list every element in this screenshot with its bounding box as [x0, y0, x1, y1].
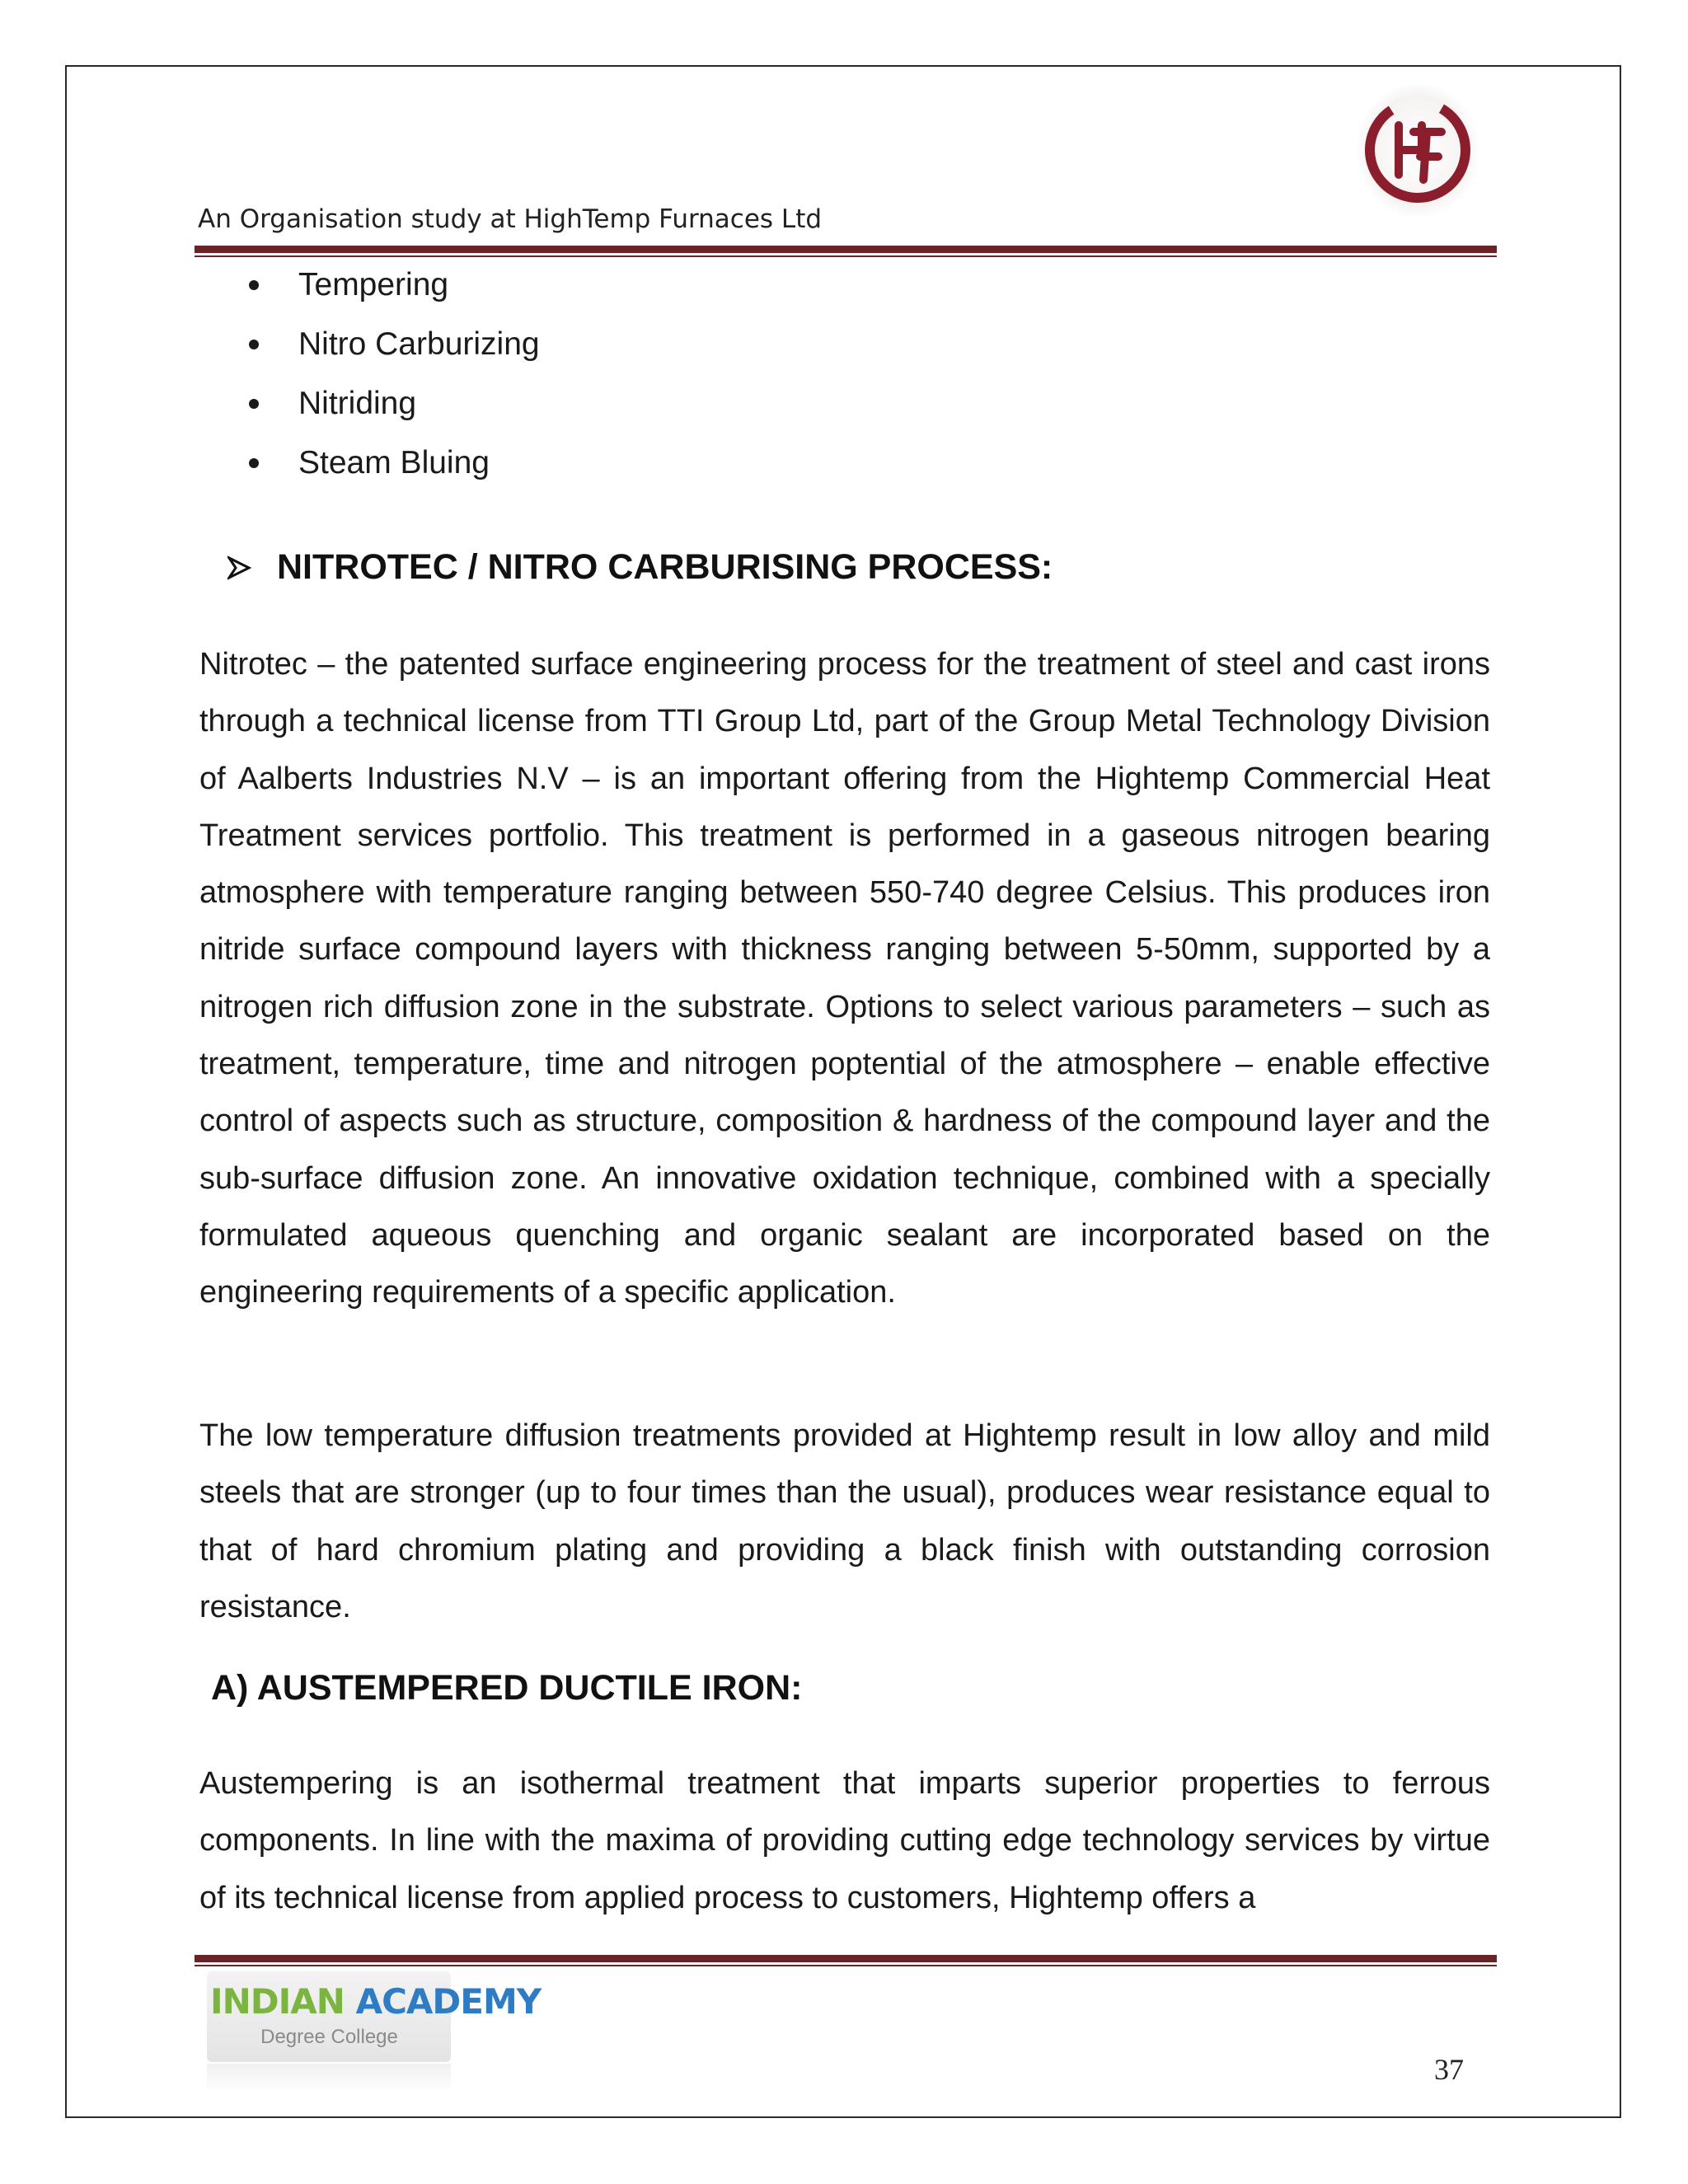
- arrow-bullet-icon: [227, 555, 252, 580]
- list-item: Tempering: [198, 255, 540, 315]
- section-heading: NITROTEC / NITRO CARBURISING PROCESS:: [227, 547, 1053, 588]
- list-item: Nitriding: [198, 374, 540, 434]
- footer-rule: [195, 1955, 1497, 1966]
- logo-word-academy: ACADEMY: [355, 1981, 542, 2022]
- bullet-dot-icon: [249, 458, 259, 468]
- htf-logo-icon: [1356, 82, 1479, 218]
- paragraph-diffusion: The low temperature diffusion treatments provided at Hightemp result in low alloy and mild steels that are stronger (up to four times than the usual), produces wear resistance equal to that of hard chromium plating and providing a black finish with outstanding corrosion resistance.: [199, 1418, 1490, 1624]
- bullet-dot-icon: [249, 399, 259, 409]
- sub-heading: A) AUSTEMPERED DUCTILE IRON:: [211, 1668, 803, 1708]
- bullet-list: [198, 255, 540, 493]
- list-item: Nitro Carburizing: [198, 315, 540, 374]
- page-number: 37: [1434, 2053, 1464, 2086]
- bullet-dot-icon: [249, 280, 259, 290]
- logo-word-indian: INDIAN: [210, 1981, 345, 2022]
- paragraph-nitrotec: Nitrotec – the patented surface engineering process for the treatment of steel and cast irons through a technical license from TTI Group Ltd, part of the Group Metal Technology Division of Aalberts Industries N.V – is an important offering from the Hightemp Commercial Heat Treatment services portfolio. This treatment is performed in a gaseous nitrogen bearing atmosphere with temperature ranging between 550-740 degree Celsius. This produces iron nitride surface compound layers with thickness ranging between 5-50mm, supported by a nitrogen rich diffusion zone in the substrate. Options to select various parameters – such as treatment, temperature, time and nitrogen poptential of the atmosphere – enable effective control of aspects such as structure, composition & hardness of the compound layer and the sub-surface diffusion zone. An innovative oxidation technique, combined with a specially formulated aqueous quenching and organic sealant are incorporated based on the engineering requirements of a specific application.: [199, 647, 1490, 1310]
- list-item: Steam Bluing: [198, 434, 540, 493]
- bullet-dot-icon: [249, 340, 259, 349]
- paragraph-austempering: Austempering is an isothermal treatment that imparts superior properties to ferrous components. In line with the maxima of providing cutting edge technology services by virtue of its technical license from applied process to customers, Hightemp offers a: [199, 1766, 1490, 1915]
- logo-subtitle: Degree College: [260, 2026, 398, 2048]
- indian-academy-logo: [204, 1966, 542, 2094]
- header-title: An Organisation study at HighTemp Furnaces Ltd: [198, 204, 823, 234]
